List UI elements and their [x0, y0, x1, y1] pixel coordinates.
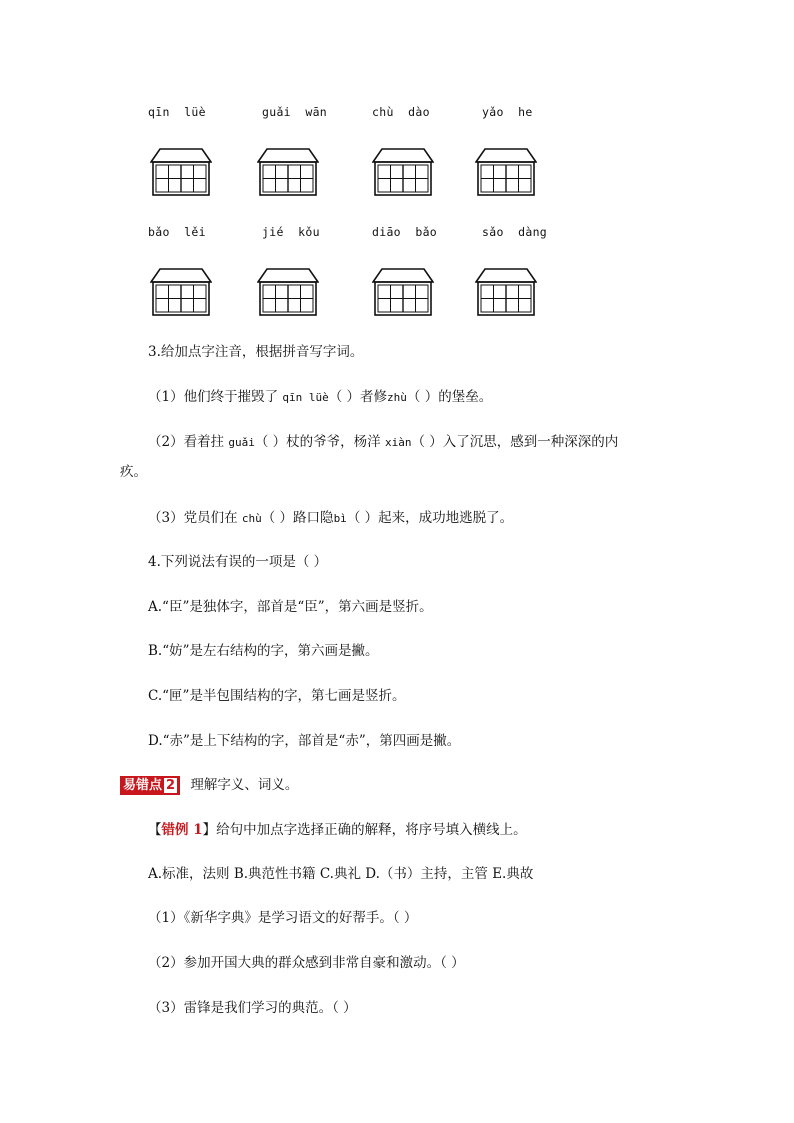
question-3-item-3: [148, 508, 513, 529]
pinyin-inline: bì: [333, 512, 347, 525]
question-3-item-2: [148, 432, 618, 453]
question-4-option-d[interactable]: D.“赤”是上下结构的字，部首是“赤”，第四画是撇。: [148, 733, 461, 749]
section-2-title: 理解字义、词义。: [190, 777, 299, 793]
pinyin-label: guǎi wān: [262, 105, 328, 119]
text-segment: （3）党员们在: [148, 510, 238, 526]
text-segment: （1）他们终于摧毁了: [148, 389, 279, 405]
character-box[interactable]: [475, 148, 537, 196]
character-box[interactable]: [150, 148, 212, 196]
section-2-header: [120, 775, 298, 795]
example-1-sentence-3[interactable]: （3）雷锋是我们学习的典范。（ ）: [148, 1000, 357, 1016]
pinyin-label: chù dào: [372, 105, 430, 119]
pinyin-inline: xiàn: [384, 436, 412, 449]
character-box[interactable]: [150, 268, 212, 316]
example-1-sentence-1[interactable]: （1）《新华字典》是学习语文的好帮手。（ ）: [148, 910, 418, 926]
question-3-item-1: [148, 387, 492, 408]
pinyin-inline: chù: [241, 512, 262, 525]
question-4-option-b[interactable]: B.“妨”是左右结构的字，第六画是撇。: [148, 643, 379, 659]
pinyin-label: diāo bǎo: [372, 225, 438, 239]
pinyin-inline: qīn lüè: [282, 391, 329, 404]
bracket-open: 【: [148, 822, 162, 838]
example-instruction: 给句中加点字选择正确的解释，将序号填入横线上。: [216, 822, 527, 838]
pinyin-label: yǎo he: [482, 105, 533, 119]
character-box[interactable]: [372, 268, 434, 316]
question-4-title: 4.下列说法有误的一项是（ ）: [148, 554, 328, 570]
question-3-item-2-cont: 疚。: [120, 464, 147, 480]
pinyin-label: bǎo lěi: [148, 225, 206, 239]
badge-number: 2: [166, 778, 176, 793]
question-4-option-c[interactable]: C.“匣”是半包围结构的字，第七画是竖折。: [148, 688, 406, 704]
pinyin-inline: guǎi: [228, 436, 255, 449]
pinyin-inline: zhù: [387, 391, 407, 404]
pinyin-label: sǎo dàng: [482, 225, 548, 239]
pinyin-row-2: [0, 225, 794, 245]
character-box[interactable]: [372, 148, 434, 196]
question-3-title: 3.给加点字注音，根据拼音写字词。: [148, 344, 364, 360]
question-4-option-a[interactable]: A.“臣”是独体字，部首是“臣”，第六画是竖折。: [148, 599, 433, 615]
bracket-close: 】: [202, 822, 217, 838]
blank-segment[interactable]: （ ）路口隐: [261, 510, 334, 526]
pinyin-label: qīn lüè: [148, 105, 206, 119]
character-box[interactable]: [257, 268, 319, 316]
blank-segment[interactable]: （ ）的堡垒。: [406, 389, 493, 405]
character-box[interactable]: [257, 148, 319, 196]
blank-segment[interactable]: （ ）者修: [328, 389, 388, 405]
text-segment: （2）看着拄: [148, 434, 225, 450]
character-box[interactable]: [475, 268, 537, 316]
blank-segment[interactable]: （ ）入了沉思，感到一种深深的内: [411, 434, 619, 450]
example-1-heading: [148, 820, 527, 840]
pinyin-label: jié kǒu: [262, 225, 320, 239]
pinyin-row-1: [0, 105, 794, 125]
example-label: 错例 1: [161, 822, 203, 838]
error-point-badge: 易错点 2: [120, 776, 180, 795]
example-1-options: A.标准，法则 B.典范性书籍 C.典礼 D.（书）主持，主管 E.典故: [148, 866, 534, 882]
example-1-sentence-2[interactable]: （2）参加开国大典的群众感到非常自豪和激动。（ ）: [148, 955, 465, 971]
blank-segment[interactable]: （ ）杖的爷爷，杨洋: [254, 434, 381, 450]
blank-segment[interactable]: （ ）起来，成功地逃脱了。: [346, 510, 514, 526]
